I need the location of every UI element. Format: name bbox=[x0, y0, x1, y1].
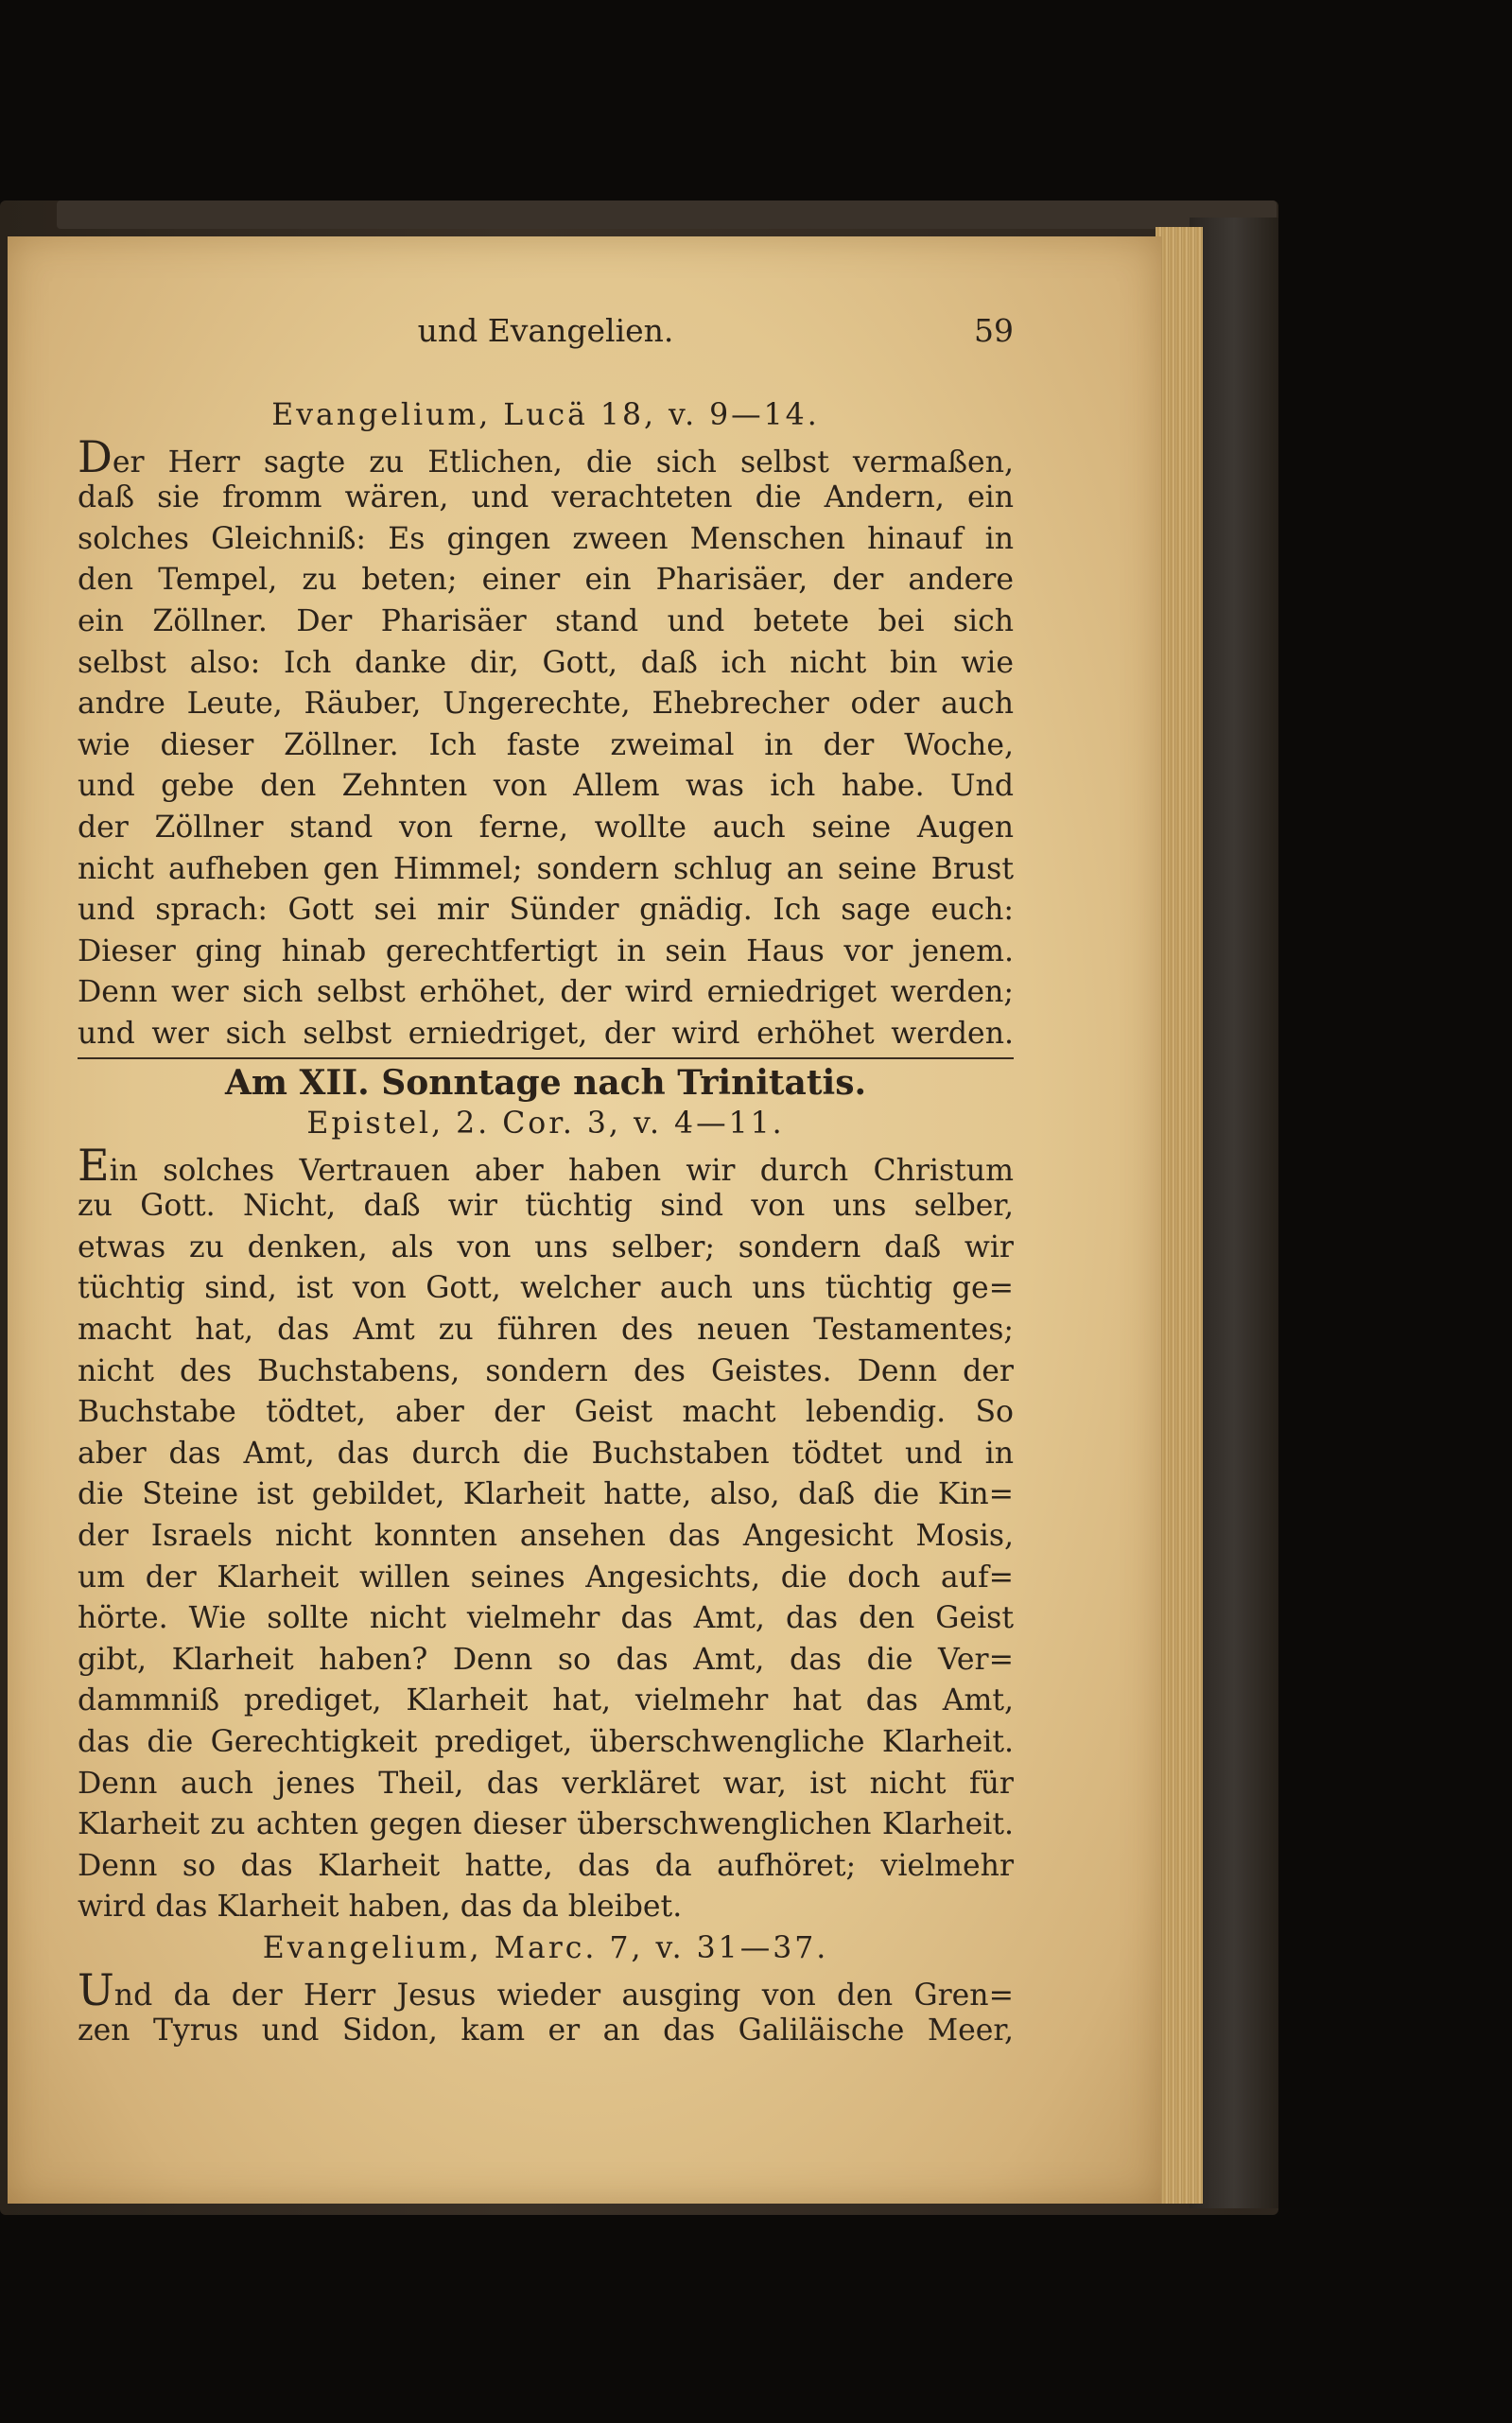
running-head bbox=[78, 312, 1014, 359]
section-heading: Evangelium, Marc. 7, v. 31—37. bbox=[262, 1930, 829, 1965]
page-block-edge bbox=[1156, 227, 1203, 2204]
text-line: das die Gerechtigkeit prediget, überschwengliche Klarheit. bbox=[78, 1725, 1014, 1759]
text-line: Dieser ging hinab gerechtfertigt in sein Haus vor jenem. bbox=[78, 933, 1014, 968]
text-line: hörte. Wie sollte nicht vielmehr das Amt, das den Geist bbox=[78, 1601, 1014, 1636]
text-line: und sprach: Gott sei mir Sünder gnädig. Ich sage euch: bbox=[78, 893, 1014, 928]
sunday-title: Am XII. Sonntage nach Trinitatis. bbox=[224, 1062, 866, 1103]
text-line: selbst also: Ich danke dir, Gott, daß ich nicht bin wie bbox=[78, 645, 1014, 680]
text-line: Denn auch jenes Theil, das verkläret war, ist nicht für bbox=[78, 1766, 1014, 1801]
text-line: macht hat, das Amt zu führen des neuen Testamentes; bbox=[78, 1313, 1014, 1348]
text-line: Und da der Herr Jesus wieder ausging von den Gren= bbox=[78, 1963, 1014, 2015]
text-line: nicht aufheben gen Himmel; sondern schlug an seine Brust bbox=[78, 851, 1014, 886]
page-text bbox=[78, 395, 1014, 2052]
text-line: gibt, Klarheit haben? Denn so das Amt, das die Ver= bbox=[78, 1642, 1014, 1677]
page-number: 59 bbox=[974, 312, 1014, 349]
text-line: Denn so das Klarheit hatte, das da aufhöret; vielmehr bbox=[78, 1848, 1014, 1883]
book-spine-edge bbox=[1190, 218, 1278, 2208]
text-line: die Steine ist gebildet, Klarheit hatte, also, daß die Kin= bbox=[78, 1477, 1014, 1512]
text-line: Der Herr sagte zu Etlichen, die sich selbst vermaßen, bbox=[78, 430, 1014, 482]
text-line: ein Zöllner. Der Pharisäer stand und betete bei sich bbox=[78, 603, 1014, 638]
text-line: tüchtig sind, ist von Gott, welcher auch uns tüchtig ge= bbox=[78, 1271, 1014, 1306]
text-line: um der Klarheit willen seines Angesichts, die doch auf= bbox=[78, 1560, 1014, 1595]
text-line: solches Gleichniß: Es gingen zween Menschen hinauf in bbox=[78, 521, 1014, 556]
text-line: wie dieser Zöllner. Ich faste zweimal in der Woche, bbox=[78, 727, 1014, 762]
text-line: Buchstabe tödtet, aber der Geist macht lebendig. So bbox=[78, 1395, 1014, 1430]
text-line: und wer sich selbst erniedriget, der wird erhöhet werden. bbox=[78, 1016, 1014, 1051]
running-head-title: und Evangelien. bbox=[417, 312, 674, 349]
text-line: wird das Klarheit haben, das da bleibet. bbox=[78, 1890, 683, 1925]
text-line: Klarheit zu achten gegen dieser überschwenglichen Klarheit. bbox=[78, 1807, 1014, 1842]
text-line: nicht des Buchstabens, sondern des Geistes. Denn der bbox=[78, 1353, 1014, 1388]
text-line: dammniß prediget, Klarheit hat, vielmehr hat das Amt, bbox=[78, 1683, 1014, 1718]
section-heading: Epistel, 2. Cor. 3, v. 4—11. bbox=[306, 1107, 785, 1142]
text-line: zen Tyrus und Sidon, kam er an das Galiläische Meer, bbox=[78, 2013, 1014, 2048]
cover-top-edge bbox=[57, 200, 1277, 229]
text-line: daß sie fromm wären, und verachteten die Andern, ein bbox=[78, 480, 1014, 515]
text-line: der Israels nicht konnten ansehen das Angesicht Mosis, bbox=[78, 1519, 1014, 1554]
text-line: und gebe den Zehnten von Allem was ich habe. Und bbox=[78, 769, 1014, 804]
section-divider bbox=[78, 1057, 1014, 1059]
text-line: Ein solches Vertrauen aber haben wir durch Christum bbox=[78, 1139, 1014, 1191]
text-line: den Tempel, zu beten; einer ein Pharisäer, der andere bbox=[78, 563, 1014, 598]
text-line: der Zöllner stand von ferne, wollte auch seine Augen bbox=[78, 810, 1014, 845]
text-line: etwas zu denken, als von uns selber; sondern daß wir bbox=[78, 1229, 1014, 1264]
text-line: zu Gott. Nicht, daß wir tüchtig sind von uns selber, bbox=[78, 1189, 1014, 1224]
text-line: aber das Amt, das durch die Buchstaben tödtet und in bbox=[78, 1436, 1014, 1471]
section-heading: Evangelium, Lucä 18, v. 9—14. bbox=[271, 398, 820, 432]
text-line: Denn wer sich selbst erhöhet, der wird erniedriget werden; bbox=[78, 975, 1014, 1010]
text-line: andre Leute, Räuber, Ungerechte, Ehebrecher oder auch bbox=[78, 687, 1014, 722]
